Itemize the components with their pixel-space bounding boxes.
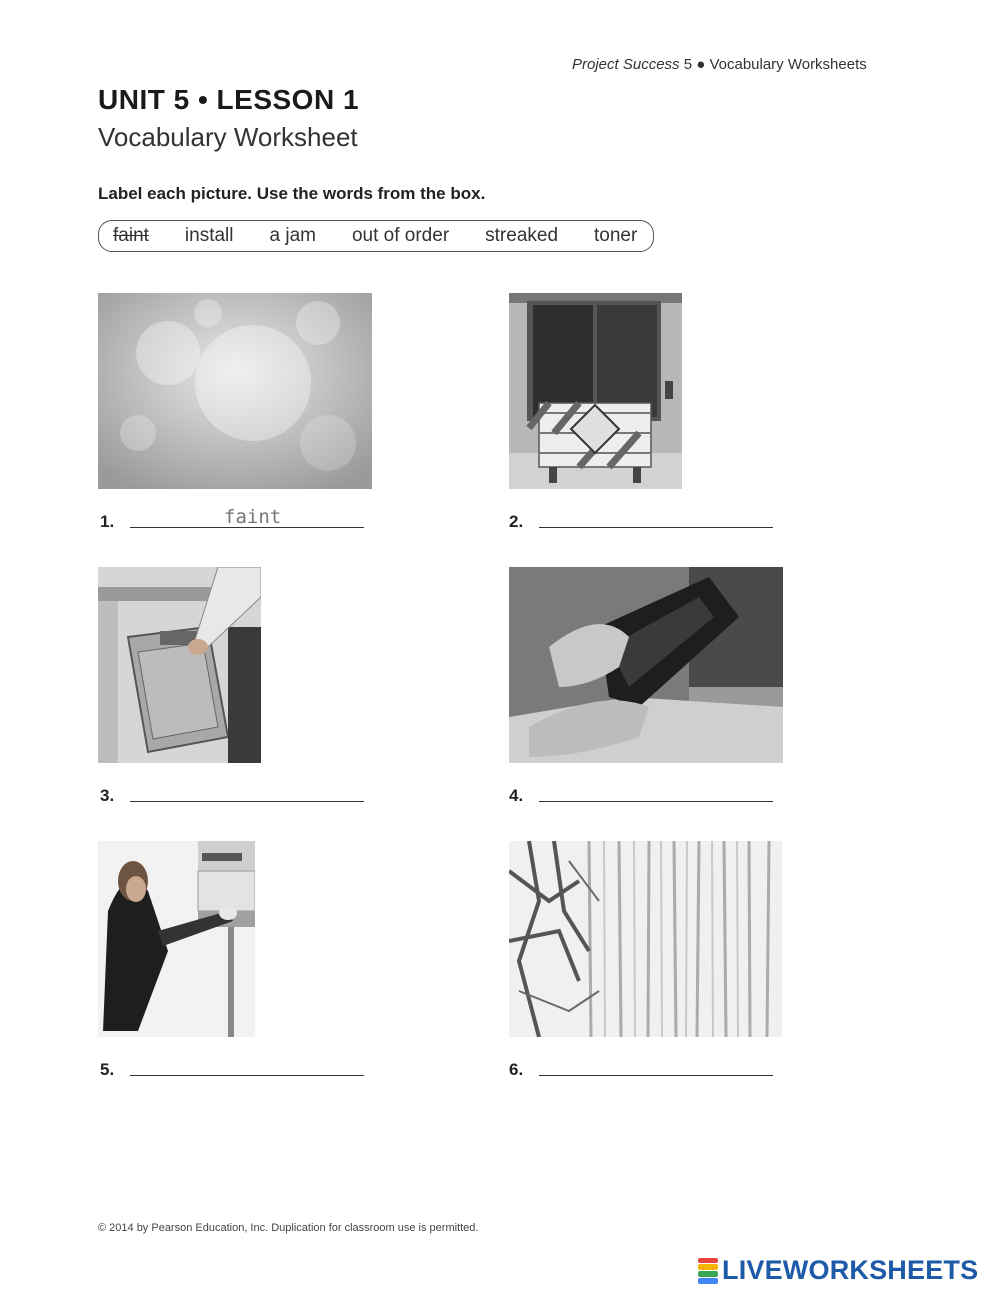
book-series-header <box>572 56 867 73</box>
book-title: Project Success <box>572 56 680 73</box>
word-a-jam: a jam <box>269 225 316 246</box>
word-out-of-order: out of order <box>351 225 450 246</box>
liveworksheets-logo-icon <box>698 1258 718 1284</box>
answer-line-3[interactable] <box>130 801 364 802</box>
word-box <box>98 220 654 252</box>
exercise-number-4: 4. <box>509 786 524 805</box>
picture-6-streaked <box>509 841 782 1037</box>
word-toner: toner <box>594 225 638 246</box>
picture-2-out-of-order <box>509 293 682 489</box>
page-subtitle: Vocabulary Worksheet <box>98 122 358 152</box>
answer-1[interactable]: faint <box>224 506 282 528</box>
liveworksheets-logo-text: LIVEWORKSHEETS <box>722 1255 979 1285</box>
exercise-number-6: 6. <box>509 1060 524 1079</box>
exercise-number-1: 1. <box>100 512 115 531</box>
exercise-number-2: 2. <box>509 512 524 531</box>
word-streaked: streaked <box>485 225 559 246</box>
picture-5-jam <box>98 841 255 1037</box>
answer-line-4[interactable] <box>539 801 773 802</box>
picture-3-install <box>98 567 261 763</box>
answer-line-2[interactable] <box>539 527 773 528</box>
liveworksheets-logo[interactable] <box>698 1255 978 1286</box>
instructions: Label each picture. Use the words from the box. <box>98 184 486 203</box>
book-series-rest: 5 ● Vocabulary Worksheets <box>679 56 867 73</box>
page-title: UNIT 5 • LESSON 1 <box>98 84 360 115</box>
answer-line-6[interactable] <box>539 1075 773 1076</box>
word-install: install <box>184 225 234 246</box>
exercise-number-3: 3. <box>100 786 115 805</box>
picture-4-toner <box>509 567 783 763</box>
copyright-footer: © 2014 by Pearson Education, Inc. Duplication for classroom use is permitted. <box>98 1222 479 1234</box>
answer-line-5[interactable] <box>130 1075 364 1076</box>
word-faint: faint <box>113 225 149 246</box>
picture-1-faint-light <box>98 293 372 489</box>
exercise-number-5: 5. <box>100 1060 115 1079</box>
